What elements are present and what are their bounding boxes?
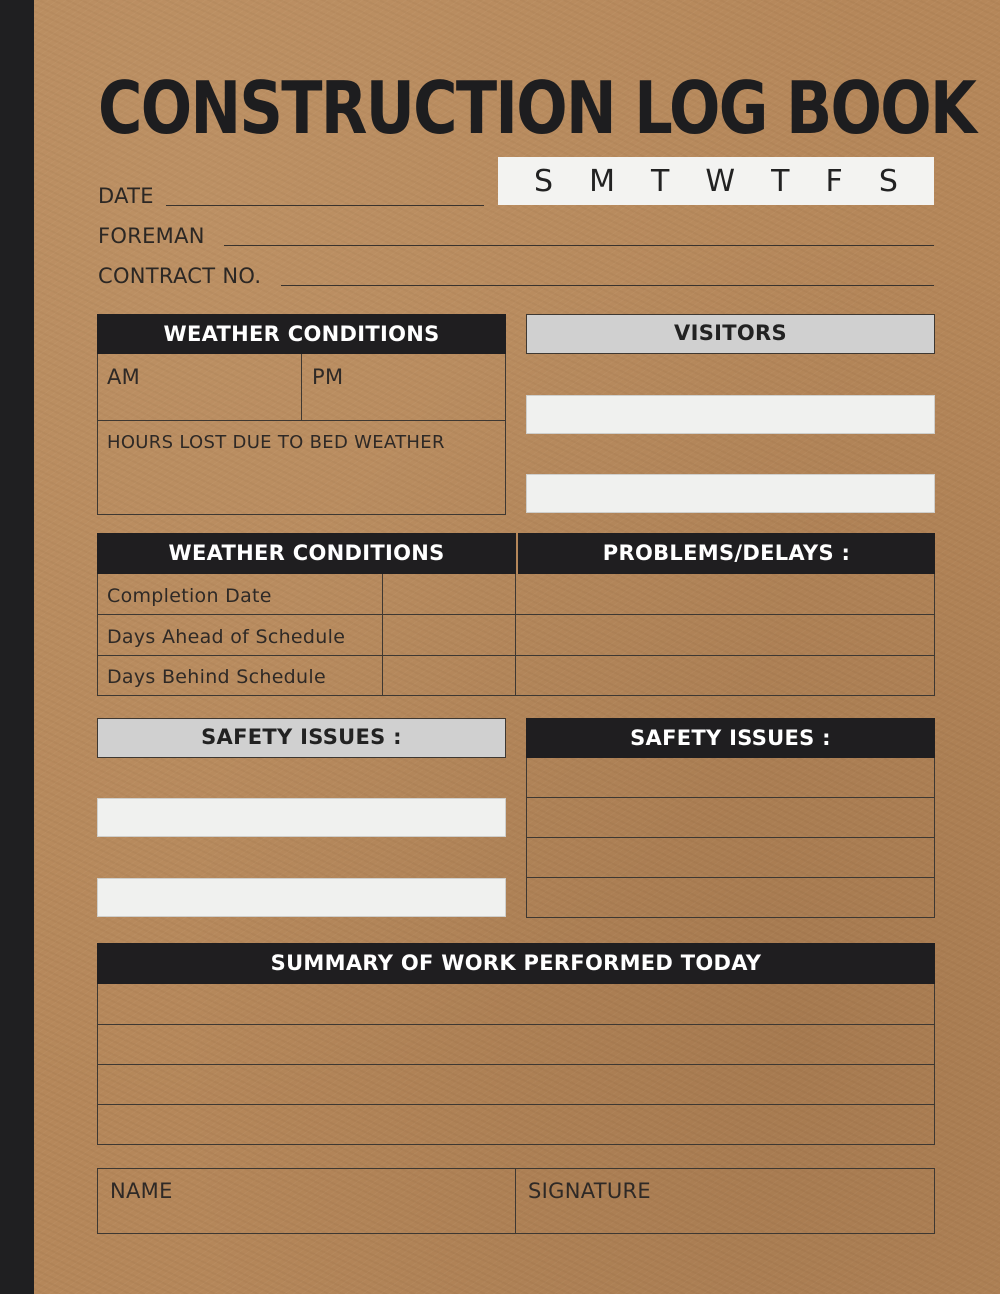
hours-lost-field[interactable]: [99, 422, 504, 513]
hours-lost-label: HOURS LOST DUE TO BED WEATHER: [107, 432, 445, 453]
completion-date-label: Completion Date: [107, 585, 272, 607]
contract-label: CONTRACT NO.: [98, 264, 262, 288]
visitor-line-1[interactable]: [526, 395, 935, 434]
name-field[interactable]: [99, 1170, 513, 1232]
problems-header: PROBLEMS/DELAYS :: [516, 533, 935, 574]
contract-field[interactable]: [281, 285, 934, 286]
schedule-row-divider-2: [97, 655, 935, 656]
weekday-sunday[interactable]: S: [534, 163, 554, 199]
pm-field[interactable]: [303, 356, 504, 419]
days-behind-field[interactable]: [384, 657, 514, 694]
weekday-selector: [498, 157, 934, 205]
problems-line-2[interactable]: [517, 616, 933, 654]
safety-right-divider-1: [526, 797, 935, 798]
safety-right-line-1[interactable]: [528, 759, 933, 796]
schedule-header: WEATHER CONDITIONS: [97, 533, 516, 574]
weekday-wednesday[interactable]: W: [705, 163, 736, 199]
visitors-header: VISITORS: [526, 314, 935, 354]
summary-header: SUMMARY OF WORK PERFORMED TODAY: [97, 943, 935, 984]
foreman-label: FOREMAN: [98, 224, 205, 248]
problems-line-1[interactable]: [517, 576, 933, 613]
summary-line-4[interactable]: [99, 1106, 933, 1143]
signature-field[interactable]: [517, 1170, 933, 1232]
date-label: DATE: [98, 184, 154, 208]
date-field[interactable]: [166, 205, 484, 206]
days-ahead-field[interactable]: [384, 616, 514, 654]
foreman-field[interactable]: [224, 245, 934, 246]
am-label: AM: [107, 365, 141, 389]
summary-line-1[interactable]: [99, 986, 933, 1023]
am-field[interactable]: [99, 356, 300, 419]
safety-right-divider-2: [526, 837, 935, 838]
days-ahead-label: Days Ahead of Schedule: [107, 626, 346, 648]
name-label: NAME: [110, 1179, 173, 1203]
pm-label: PM: [312, 365, 344, 389]
problems-line-3[interactable]: [517, 657, 933, 694]
safety-right-line-3[interactable]: [528, 839, 933, 876]
weekday-monday[interactable]: M: [589, 163, 615, 199]
visitor-line-2[interactable]: [526, 474, 935, 513]
weekday-tuesday[interactable]: T: [651, 163, 670, 199]
safety-left-line-2[interactable]: [97, 878, 506, 917]
safety-right-line-4[interactable]: [528, 879, 933, 916]
summary-divider-3: [97, 1104, 935, 1105]
schedule-col-divider: [382, 574, 383, 696]
safety-right-header: SAFETY ISSUES :: [526, 718, 935, 758]
summary-divider-1: [97, 1024, 935, 1025]
safety-right-line-2[interactable]: [528, 799, 933, 836]
summary-line-3[interactable]: [99, 1066, 933, 1103]
weather-header: WEATHER CONDITIONS: [97, 314, 506, 354]
problems-col-divider: [515, 574, 516, 696]
safety-left-header: SAFETY ISSUES :: [97, 718, 506, 758]
page-title: CONSTRUCTION LOG BOOK: [98, 66, 976, 150]
safety-left-line-1[interactable]: [97, 798, 506, 837]
signoff-divider: [515, 1168, 516, 1234]
weekday-friday[interactable]: F: [825, 163, 843, 199]
weather-divider: [97, 420, 506, 421]
signature-label: SIGNATURE: [528, 1179, 651, 1203]
am-pm-divider: [301, 354, 302, 420]
safety-right-divider-3: [526, 877, 935, 878]
schedule-row-divider-1: [97, 614, 935, 615]
weekday-saturday[interactable]: S: [878, 163, 898, 199]
summary-divider-2: [97, 1064, 935, 1065]
completion-date-field[interactable]: [384, 576, 514, 613]
summary-line-2[interactable]: [99, 1026, 933, 1063]
weekday-thursday[interactable]: T: [771, 163, 790, 199]
book-spine: [0, 0, 34, 1294]
days-behind-label: Days Behind Schedule: [107, 666, 326, 688]
